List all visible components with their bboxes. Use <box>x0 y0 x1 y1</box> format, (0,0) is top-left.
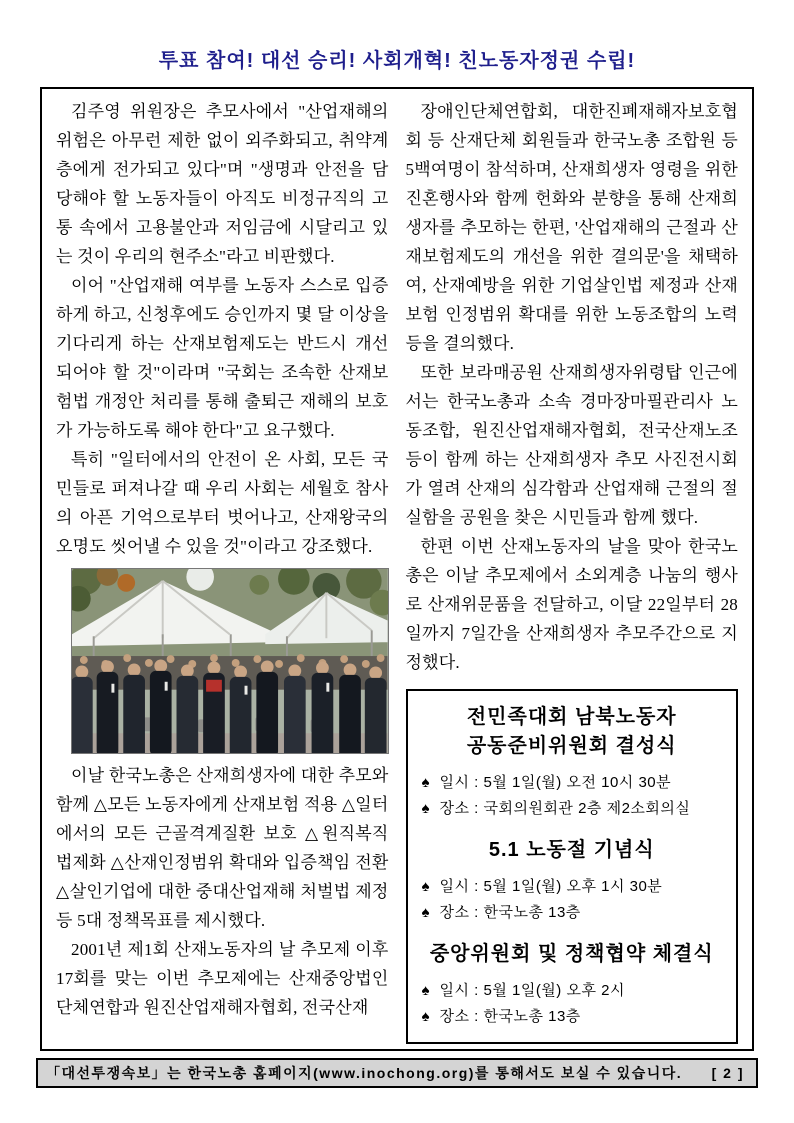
footer-note: 「대선투쟁속보」는 한국노총 홈페이지(www.inochong.org)를 통해서도 보실 수 있습니다. <box>46 1065 683 1081</box>
event-item-central-committee <box>418 940 727 1030</box>
event-location-row <box>418 796 727 822</box>
event-datetime-row <box>418 770 727 796</box>
article-paragraph: 김주영 위원장은 추모사에서 "산업재해의 위험은 아무런 제한 없이 외주화되고, 취약계층에게 전가되고 있다"며 "생명과 안전을 담당해야 할 노동자들이 아직도 비정규직의 고통 속에서 고용불안과 저임금에 시달리고 있는 것이 우리의 현주소"라고 비판했다. <box>56 102 389 266</box>
event-location-text: 장소 : 한국노총 13층 <box>439 1008 581 1025</box>
event-datetime-text: 일시 : 5월 1일(월) 오후 2시 <box>439 982 625 999</box>
spade-icon: ♠ <box>421 1008 430 1025</box>
event-datetime-text: 일시 : 5월 1일(월) 오전 10시 30분 <box>439 774 672 791</box>
article-paragraph: 이날 한국노총은 산재희생자에 대한 추모와 함께 △모든 노동자에게 산재보험 적용 △일터에서의 모든 근골격계질환 보호 △원직복직 법제화 △산재인정범위 확대와 입증책임 전환 △살인기업에 대한 중대산업재해 처벌법 제정 등 5대 정책목표를 제시했다. <box>56 766 389 930</box>
spade-icon: ♠ <box>421 982 430 999</box>
photo-illustration <box>72 569 388 753</box>
event-location-text: 장소 : 국회의원회관 2층 제2소회의실 <box>439 800 691 817</box>
article-paragraph: 이어 "산업재해 여부를 노동자 스스로 입증하게 하고, 신청후에도 승인까지 몇 달 이상을 기다리게 하는 산재보험제도는 반드시 개선되어야 할 것"이라며 "국회는 조속한 산재보험법 개정안 처리를 통해 출퇴근 재해의 보호가 가능하도록 해야 한다"고 요구했다. <box>56 276 389 440</box>
event-datetime-text: 일시 : 5월 1일(월) 오후 1시 30분 <box>439 878 663 895</box>
article-paragraph: 특히 "일터에서의 안전이 온 사회, 모든 국민들로 퍼져나갈 때 우리 사회는 세월호 참사의 아픈 기억으로부터 벗어나고, 산재왕국의 오명도 씻어낼 수 있을 것"이라고 강조했다. <box>56 450 389 556</box>
article-paragraph: 2001년 제1회 산재노동자의 날 추모제 이후 17회를 맞는 이번 추모제에는 산재중앙법인단체연합과 원진산업재해자협회, 전국산재 <box>56 940 389 1017</box>
article-paragraph: 또한 보라매공원 산재희생자위령탑 인근에서는 한국노총과 소속 경마장마필관리사 노동조합, 원진산업재해자협회, 전국산재노조 등이 함께 하는 산재희생자 추모 사진전시회가 열려 산재의 심각함과 산업재해 근절의 절실함을 공원을 찾은 시민들과 함께 했다. <box>405 363 738 527</box>
event-datetime-row <box>418 874 727 900</box>
spade-icon: ♠ <box>421 904 430 921</box>
article-column-right <box>406 97 739 1037</box>
article-paragraph: 한편 이번 산재노동자의 날을 맞아 한국노총은 이날 추모제에서 소외계층 나눔의 행사로 산재위문품을 전달하고, 이달 22일부터 28일까지 7일간을 산재희생자 추모주간으로 지정했다. <box>405 537 738 672</box>
memorial-ceremony-crowd-photo <box>71 568 389 754</box>
main-article-box <box>40 87 754 1051</box>
spade-icon: ♠ <box>421 774 430 791</box>
event-location-row <box>418 1004 727 1030</box>
event-title: 중앙위원회 및 정책협약 체결식 <box>429 943 714 965</box>
events-announcement-box <box>406 689 739 1044</box>
event-item-labor-day-ceremony <box>418 836 727 926</box>
event-item-joint-committee <box>418 703 727 822</box>
article-column-left <box>56 97 389 1037</box>
footer-bar <box>36 1058 758 1088</box>
spade-icon: ♠ <box>421 878 430 895</box>
event-title: 5.1 노동절 기념식 <box>488 839 655 861</box>
page-number: [ 2 ] <box>711 1065 744 1081</box>
header-slogan: 투표 참여! 대선 승리! 사회개혁! 친노동자정권 수립! <box>158 50 636 72</box>
event-location-row <box>418 900 727 926</box>
spade-icon: ♠ <box>421 800 430 817</box>
event-title: 전민족대회 남북노동자 <box>466 706 677 728</box>
article-paragraph: 장애인단체연합회, 대한진폐재해자보호협회 등 산재단체 회원들과 한국노총 조합원 등 5백여명이 참석하며, 산재희생자 영령을 위한 진혼행사와 함께 헌화와 분향을 통해 산재희생자를 추모하는 한편, '산업재해의 근절과 산재보험제도의 개선을 위한 결의문'을 채택하여, 산재예방을 위한 기업살인법 제정과 산재보험 인정범위 확대를 위한 노동조합의 노력 등을 결의했다. <box>405 102 738 353</box>
event-title: 공동준비위원회 결성식 <box>466 735 677 757</box>
event-datetime-row <box>418 978 727 1004</box>
event-location-text: 장소 : 한국노총 13층 <box>439 904 581 921</box>
